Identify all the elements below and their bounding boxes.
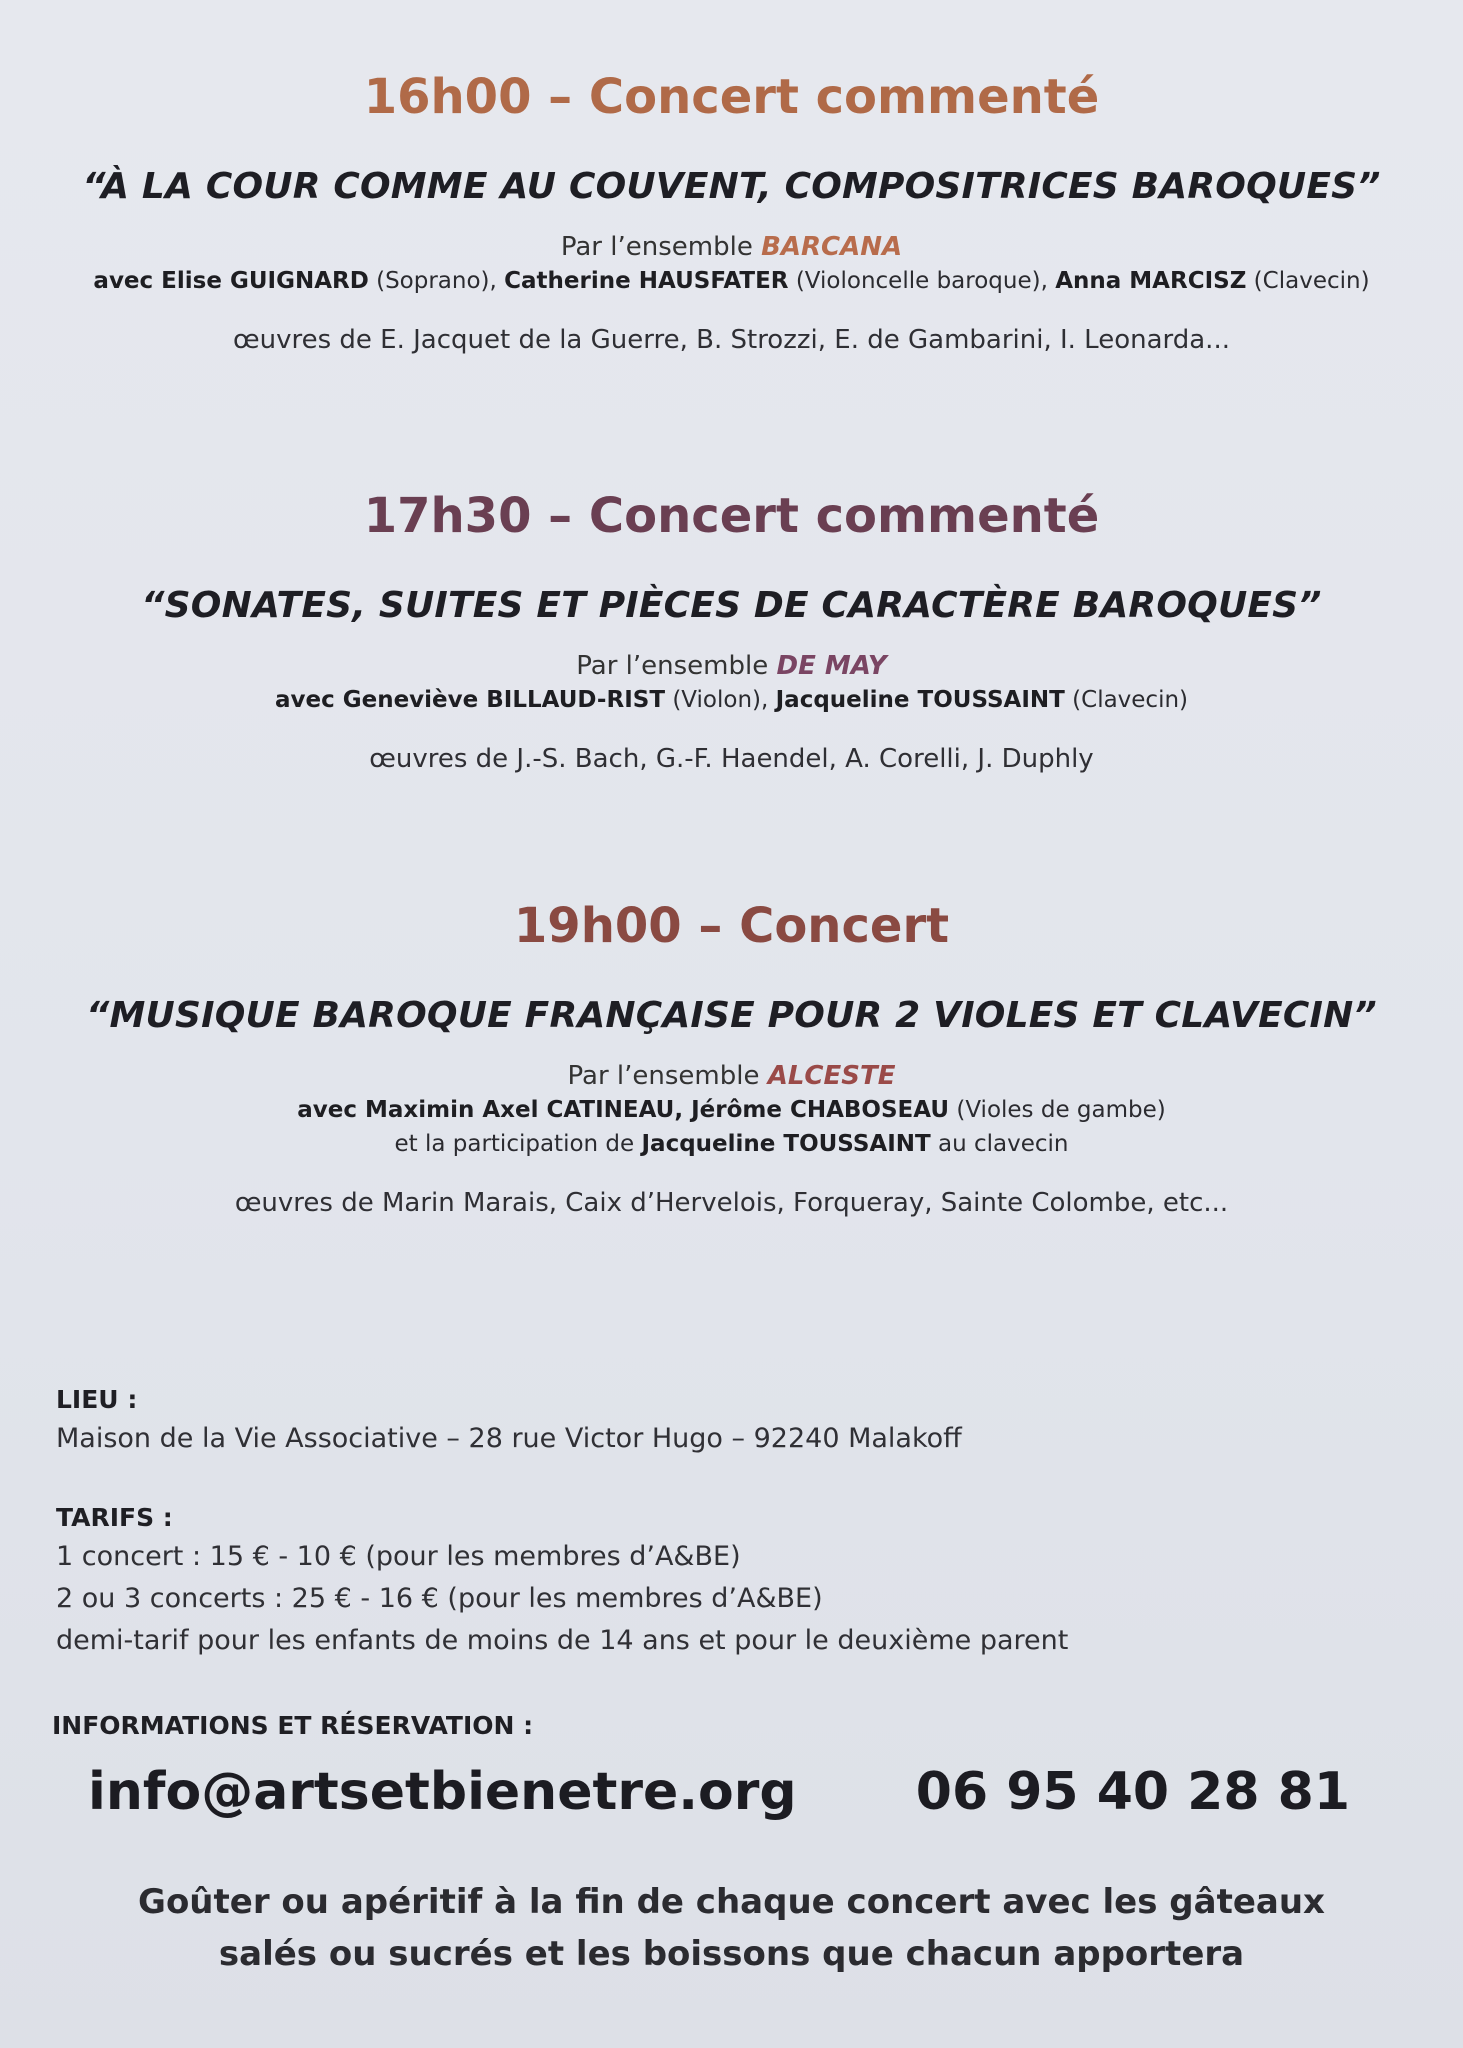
price-line: 1 concert : 15 € - 10 € (pour les membres d’A&BE)	[56, 1541, 741, 1572]
price-line: demi-tarif pour les enfants de moins de 14 ans et pour le deuxième parent	[56, 1625, 1069, 1656]
concert-1	[40, 68, 1423, 358]
performer-name: avec Elise GUIGNARD	[93, 268, 369, 294]
concert-2-title: “SONATES, SUITES ET PIÈCES DE CARACTÈRE BAROQUES”	[141, 585, 1322, 626]
contact-email[interactable]: info@artsetbienetre.org	[88, 1762, 797, 1822]
performer-role: (Violon),	[665, 687, 776, 713]
performer-name: Jacqueline TOUSSAINT	[641, 1131, 931, 1157]
contact-row	[88, 1760, 1358, 1830]
concert-1-title: “À LA COUR COMME AU COUVENT, COMPOSITRICES BAROQUES”	[82, 166, 1381, 207]
concert-3-works: œuvres de Marin Marais, Caix d’Hervelois, Forqueray, Sainte Colombe, etc...	[234, 1188, 1229, 1218]
performer-name: avec Maximin Axel CATINEAU, Jérôme CHABOSEAU	[297, 1097, 950, 1123]
ensemble-name: BARCANA	[761, 232, 903, 262]
concert-2-performers	[40, 683, 1423, 717]
concert-2-heading: 17h30 – Concert commenté	[363, 488, 1100, 544]
footer-line-1: Goûter ou apéritif à la fin de chaque concert avec les gâteaux	[138, 1882, 1325, 1922]
ensemble-prefix: Par l’ensemble	[576, 651, 777, 681]
footer-line-2: salés ou sucrés et les boissons que chacun apportera	[218, 1934, 1245, 1974]
concert-1-works: œuvres de E. Jacquet de la Guerre, B. Strozzi, E. de Gambarini, I. Leonarda...	[233, 325, 1230, 355]
concert-1-ensemble-line	[40, 230, 1423, 264]
concert-2-ensemble-line	[40, 649, 1423, 683]
venue-label: LIEU :	[56, 1385, 138, 1414]
performer-role: (Violoncelle baroque),	[788, 268, 1056, 294]
reservation-label: INFORMATIONS ET RÉSERVATION :	[52, 1711, 534, 1740]
ensemble-prefix: Par l’ensemble	[560, 232, 762, 262]
concert-2	[40, 487, 1423, 777]
concert-3-title: “MUSIQUE BAROQUE FRANÇAISE POUR 2 VIOLES ET CLAVECIN”	[86, 995, 1377, 1036]
venue-section	[56, 1382, 1416, 1460]
performer-name: Catherine HAUSFATER	[504, 268, 789, 294]
reservation-section	[52, 1708, 1412, 1744]
concert-3-ensemble-line	[40, 1059, 1423, 1093]
venue-address: Maison de la Vie Associative – 28 rue Victor Hugo – 92240 Malakoff	[56, 1423, 962, 1454]
concert-2-works: œuvres de J.-S. Bach, G.-F. Haendel, A. Corelli, J. Duphly	[369, 744, 1094, 774]
contact-phone[interactable]: 06 95 40 28 81	[915, 1762, 1350, 1822]
performer-name: Anna MARCISZ	[1055, 268, 1247, 294]
participation-prefix: et la participation de	[394, 1131, 642, 1157]
ensemble-prefix: Par l’ensemble	[567, 1061, 768, 1091]
concert-3	[40, 897, 1423, 1221]
performer-role: (Violes de gambe)	[949, 1097, 1166, 1123]
price-line: 2 ou 3 concerts : 25 € - 16 € (pour les membres d’A&BE)	[56, 1583, 823, 1614]
performer-role: (Soprano),	[368, 268, 505, 294]
performer-role: (Clavecin)	[1246, 268, 1370, 294]
ensemble-name: ALCESTE	[767, 1061, 896, 1091]
concert-1-heading: 16h00 – Concert commenté	[363, 69, 1100, 125]
concert-3-performers	[40, 1093, 1423, 1127]
refreshments-note	[40, 1876, 1423, 1980]
ensemble-name: DE MAY	[776, 651, 887, 681]
performer-name: avec Geneviève BILLAUD-RIST	[274, 687, 666, 713]
concert-1-performers	[40, 264, 1423, 298]
prices-label: TARIFS :	[56, 1503, 173, 1532]
prices-section	[56, 1500, 1416, 1662]
concert-3-participation	[40, 1127, 1423, 1161]
performer-name: Jacqueline TOUSSAINT	[775, 687, 1065, 713]
participation-suffix: au clavecin	[930, 1131, 1069, 1157]
performer-role: (Clavecin)	[1064, 687, 1189, 713]
concert-3-heading: 19h00 – Concert	[513, 898, 950, 954]
